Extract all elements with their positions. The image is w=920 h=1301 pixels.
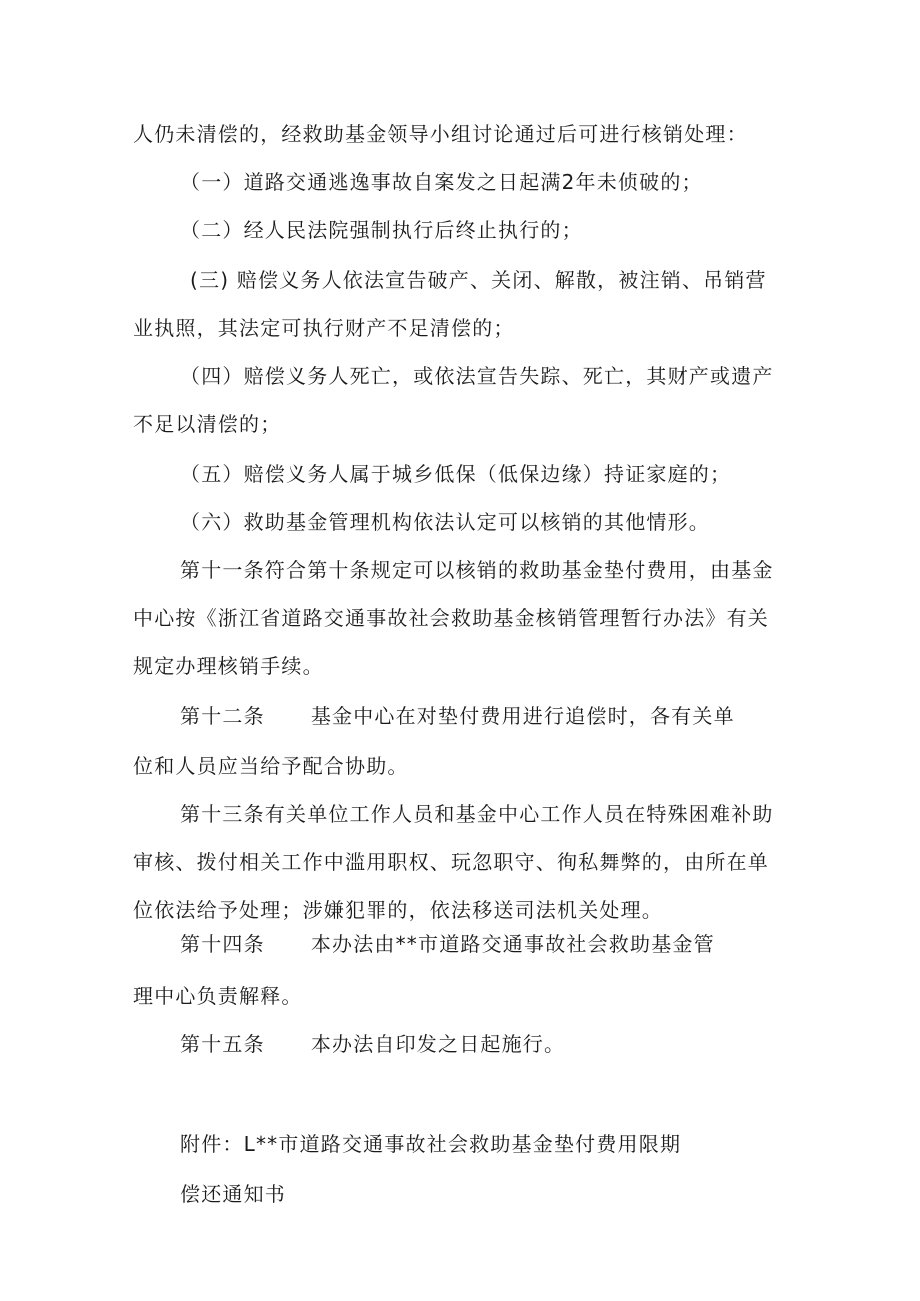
article-11-line-3: 规定办理核销手续。	[133, 654, 324, 678]
attachment-line-1: 附件：L**市道路交通事故社会救助基金垫付费用限期	[180, 1132, 682, 1156]
article-12-label: 第十二条	[180, 704, 265, 728]
article-15-label: 第十五条	[180, 1032, 265, 1056]
list-item-1: （一）道路交通逃逸事故自案发之日起满2年未侦破的；	[180, 170, 703, 194]
article-14-line-1	[180, 930, 715, 958]
article-12-text: 基金中心在对垫付费用进行追偿时，各有关单	[310, 704, 735, 728]
article-15-text: 本办法自印发之日起施行。	[310, 1032, 566, 1056]
article-14-line-2: 理中心负责解释。	[133, 984, 303, 1008]
list-item-4-cont: 不足以清偿的；	[133, 412, 282, 436]
list-item-3: (三) 赔偿义务人依法宣告破产、关闭、解散，被注销、吊销营	[190, 268, 767, 292]
article-14-text: 本办法由**市道路交通事故社会救助基金管	[310, 932, 715, 956]
article-14-label: 第十四条	[180, 932, 265, 956]
list-item-3-cont: 业执照，其法定可执行财产不足清偿的；	[133, 316, 515, 340]
article-13-line-3: 位依法给予处理；涉嫌犯罪的，依法移送司法机关处理。	[133, 898, 663, 922]
text-line: 人仍未清偿的，经救助基金领导小组讨论通过后可进行核销处理：	[133, 122, 748, 146]
article-13-line-2: 审核、拨付相关工作中滥用职权、玩忽职守、徇私舞弊的，由所在单	[133, 850, 769, 874]
list-item-5: （五）赔偿义务人属于城乡低保（低保边缘）持证家庭的；	[180, 462, 732, 486]
list-item-6: （六）救助基金管理机构依法认定可以核销的其他情形。	[180, 510, 710, 534]
article-15-line	[180, 1030, 565, 1058]
list-item-4: （四）赔偿义务人死亡，或依法宣告失踪、死亡，其财产或遗产	[180, 364, 774, 388]
article-12-line-2: 位和人员应当给予配合协助。	[133, 754, 409, 778]
article-13-line-1: 第十三条有关单位工作人员和基金中心工作人员在特殊困难补助	[180, 802, 774, 826]
article-12-line-1	[180, 702, 735, 730]
attachment-line-2: 偿还通知书	[180, 1182, 286, 1206]
list-item-2: （二）经人民法院强制执行后终止执行的；	[180, 218, 583, 242]
article-11-line-2: 中心按《浙江省道路交通事故社会救助基金核销管理暂行办法》有关	[133, 606, 769, 630]
article-11-line-1: 第十一条符合第十条规定可以核销的救助基金垫付费用，由基金	[180, 558, 774, 582]
